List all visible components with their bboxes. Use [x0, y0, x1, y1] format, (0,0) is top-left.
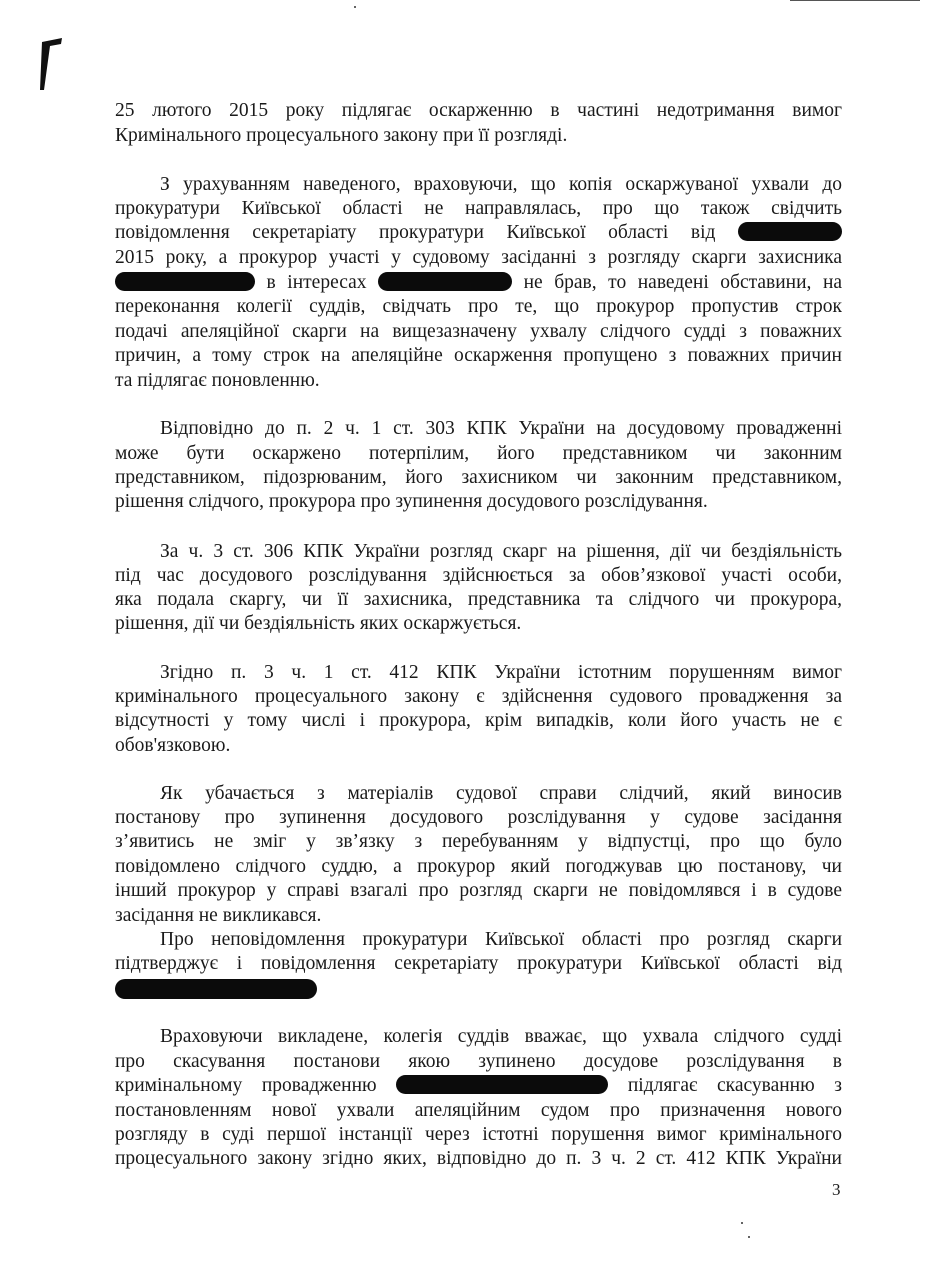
text-line: та підлягає поновленню.	[115, 370, 320, 391]
text-line: підтверджує і повідомлення секретаріату прокуратури Київської області від	[115, 953, 842, 974]
redacted-name	[115, 272, 255, 291]
text-segment: не брав, то наведені обставини, на	[523, 272, 843, 293]
redacted-date	[115, 979, 317, 999]
text-line	[115, 220, 842, 245]
text-line: обов'язковою.	[115, 735, 231, 756]
text-segment: в інтересах	[266, 272, 367, 293]
text-line: процесуального закону згідно яких, відповідно до п. 3 ч. 2 ст. 412 КПК України	[115, 1148, 842, 1169]
text-line: повідомлено слідчого суддю, а прокурор який погоджував цю постанову, чи	[115, 856, 842, 877]
text-line: Як убачається з матеріалів судової справи слідчий, який виносив	[160, 783, 842, 804]
text-line: рішення, дії чи бездіяльність яких оскаржується.	[115, 613, 522, 634]
text-line: За ч. 3 ст. 306 КПК України розгляд скарг на рішення, дії чи бездіяльність	[160, 541, 842, 562]
text-line	[115, 1073, 842, 1098]
page-number: 3	[832, 1180, 841, 1199]
corner-fold-mark	[40, 38, 64, 90]
text-segment: кримінальному провадженню	[115, 1075, 377, 1096]
text-line: 25 лютого 2015 року підлягає оскарженню в частині недотримання вимог	[115, 100, 842, 121]
scan-edge-line	[790, 0, 920, 1]
text-line: 2015 року, а прокурор участі у судовому засіданні з розгляду скарги захисника	[115, 247, 842, 268]
text-line: переконання колегії суддів, свідчать про те, що прокурор пропустив строк	[115, 296, 842, 317]
text-line: Про неповідомлення прокуратури Київської області про розгляд скарги	[160, 929, 842, 950]
text-line: Згідно п. 3 ч. 1 ст. 412 КПК України істотним порушенням вимог	[160, 662, 842, 683]
text-line: кримінального процесуального закону є здійснення судового провадження за	[115, 686, 842, 707]
text-line: причин, а тому строк на апеляційне оскарження пропущено з поважних причин	[115, 345, 842, 366]
text-line: прокуратури Київської області не направлялась, про що також свідчить	[115, 198, 842, 219]
text-segment: повідомлення секретаріату прокуратури Київської області від	[115, 222, 716, 243]
text-line: інший прокурор у справі взагалі про розгляд скарги не повідомлявся і в судове	[115, 880, 842, 901]
redacted-name	[378, 272, 512, 291]
redacted-case-number	[396, 1075, 608, 1094]
text-line: постановленням нової ухвали апеляційним судом про призначення нового	[115, 1100, 842, 1121]
text-line: постанову про зупинення досудового розслідування у судове засідання	[115, 807, 842, 828]
text-line: рішення слідчого, прокурора про зупинення досудового розслідування.	[115, 491, 708, 512]
text-line: Відповідно до п. 2 ч. 1 ст. 303 КПК України на досудовому провадженні	[160, 418, 842, 439]
text-line: Враховуючи викладене, колегія суддів вважає, що ухвала слідчого судді	[160, 1026, 842, 1047]
text-line: представником, підозрюваним, його захисником чи законним представником,	[115, 467, 842, 488]
text-line: відсутності у тому числі і прокурора, крім випадків, коли його участь не є	[115, 710, 842, 731]
redacted-date	[738, 222, 842, 241]
text-line: З урахуванням наведеного, враховуючи, що копія оскаржуваної ухвали до	[160, 174, 842, 195]
text-line	[115, 270, 842, 295]
text-line: може бути оскаржено потерпілим, його представником чи законним	[115, 443, 842, 464]
text-line: Кримінального процесуального закону при її розгляді.	[115, 125, 568, 146]
text-line: засідання не викликався.	[115, 905, 322, 926]
text-line: про скасування постанови якою зупинено досудове розслідування в	[115, 1051, 842, 1072]
scan-speck	[354, 6, 356, 8]
text-line: під час досудового розслідування здійснюється за обов’язкової участі особи,	[115, 565, 842, 586]
text-line: подачі апеляційної скарги на вищезазначену ухвалу слідчого судді з поважних	[115, 321, 842, 342]
text-line: з’явитись не зміг у зв’язку з перебуванням у відпустці, про що було	[115, 831, 842, 852]
scan-speck	[748, 1236, 750, 1238]
text-line: розгляду в суді першої інстанції через істотні порушення вимог кримінального	[115, 1124, 842, 1145]
scan-speck	[741, 1222, 743, 1224]
text-line: яка подала скаргу, чи її захисника, представника та слідчого чи прокурора,	[115, 589, 842, 610]
text-segment: підлягає скасуванню з	[627, 1075, 842, 1096]
text-line	[115, 978, 842, 1003]
